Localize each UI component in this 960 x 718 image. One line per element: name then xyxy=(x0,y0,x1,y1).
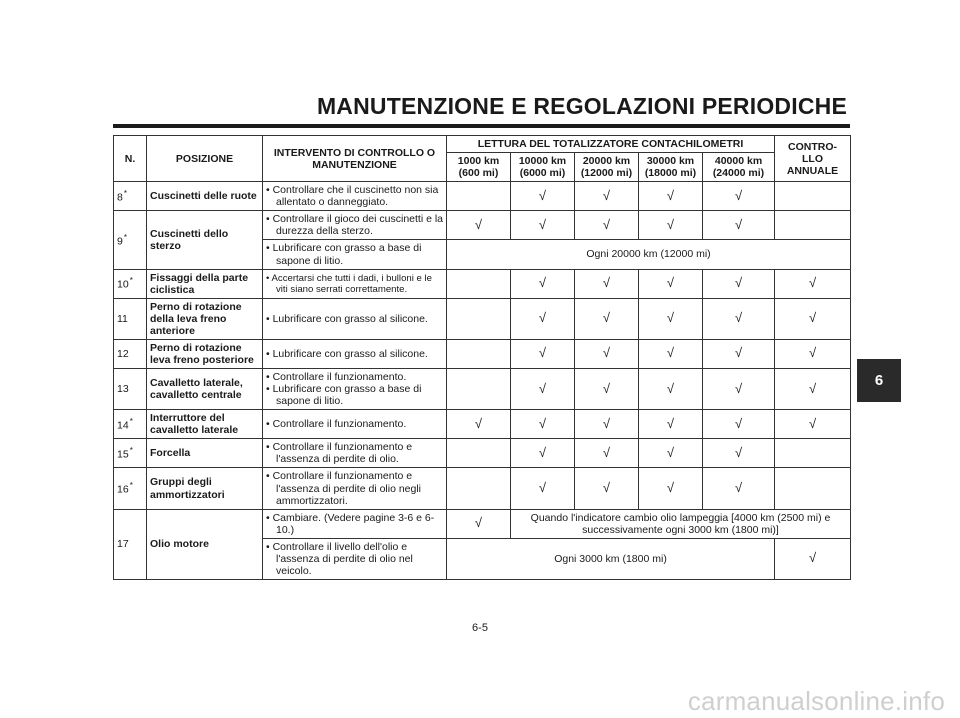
check-cell: √ xyxy=(639,439,703,468)
check-cell xyxy=(447,439,511,468)
star-mark: * xyxy=(129,446,133,456)
check-cell: √ xyxy=(575,468,639,509)
check-cell: √ xyxy=(775,298,851,339)
check-cell: √ xyxy=(639,410,703,439)
row-number xyxy=(114,509,147,579)
table-row xyxy=(114,439,851,468)
header-km-5 xyxy=(703,153,775,182)
row-number-text: 17 xyxy=(117,538,129,551)
operation-line: • Controllare il livello dell'olio e l'assenza di perdite di olio nel veicolo. xyxy=(266,540,413,577)
check-cell: √ xyxy=(575,439,639,468)
row-number xyxy=(114,369,147,410)
header-km-1 xyxy=(447,153,511,182)
row-position: Perno di rotazione della leva freno anteriore xyxy=(147,298,263,339)
operation-line: • Lubrificare con grasso a base di sapone di litio. xyxy=(266,242,422,267)
check-cell: √ xyxy=(703,439,775,468)
star-mark: * xyxy=(129,416,133,426)
table-row xyxy=(114,182,851,211)
header-km-2 xyxy=(511,153,575,182)
table-row xyxy=(114,211,851,240)
check-cell: √ xyxy=(775,269,851,298)
watermark: carmanualsonline.info xyxy=(687,686,945,716)
row-position: Olio motore xyxy=(147,509,263,579)
header-km-3 xyxy=(575,153,639,182)
row-operation xyxy=(263,538,447,579)
row-position: Perno di rotazione leva freno posteriore xyxy=(147,339,263,368)
check-cell: √ xyxy=(775,538,851,579)
row-number xyxy=(114,468,147,509)
check-cell: √ xyxy=(703,339,775,368)
check-cell xyxy=(447,269,511,298)
row-number-text: 16 xyxy=(117,483,129,496)
header-lettura: LETTURA DEL TOTALIZZATORE CONTACHILOMETRI xyxy=(447,136,775,153)
row-number-text: 10 xyxy=(117,278,129,291)
check-cell: √ xyxy=(703,298,775,339)
check-cell: √ xyxy=(703,468,775,509)
check-cell: √ xyxy=(703,269,775,298)
row-number-text: 14 xyxy=(117,419,129,432)
table-row xyxy=(114,369,851,410)
check-cell: √ xyxy=(639,269,703,298)
check-cell xyxy=(447,182,511,211)
row-number xyxy=(114,339,147,368)
row-position: Interruttore del cavalletto laterale xyxy=(147,410,263,439)
mi-value: (600 mi) xyxy=(458,167,499,180)
check-cell: √ xyxy=(703,211,775,240)
operation-line: • Controllare che il cuscinetto non sia allentato o danneggiato. xyxy=(266,184,439,209)
row-operation xyxy=(263,439,447,468)
check-cell: √ xyxy=(511,410,575,439)
row-position: Cuscinetti dello sterzo xyxy=(147,211,263,269)
row-number-text: 13 xyxy=(117,383,129,396)
table-row xyxy=(114,468,851,509)
check-cell xyxy=(447,369,511,410)
check-cell: √ xyxy=(511,269,575,298)
interval-text: Ogni 20000 km (12000 mi) xyxy=(447,240,851,269)
check-cell xyxy=(447,468,511,509)
star-mark: * xyxy=(129,481,133,491)
check-cell: √ xyxy=(639,182,703,211)
row-operation xyxy=(263,211,447,240)
row-position: Gruppi degli ammortizzatori xyxy=(147,468,263,509)
interval-text: Ogni 3000 km (1800 mi) xyxy=(447,538,775,579)
check-cell: √ xyxy=(511,298,575,339)
check-cell: √ xyxy=(511,182,575,211)
header-intervento: INTERVENTO DI CONTROLLO O MANUTENZIONE xyxy=(263,136,447,182)
row-operation xyxy=(263,509,447,538)
km-value: 10000 km xyxy=(518,155,567,168)
maintenance-table xyxy=(113,135,851,580)
row-number xyxy=(114,211,147,269)
check-cell xyxy=(775,182,851,211)
km-value: 1000 km xyxy=(457,155,500,168)
page-number: 6-5 xyxy=(472,622,488,634)
check-cell: √ xyxy=(447,211,511,240)
mi-value: (24000 mi) xyxy=(712,167,765,180)
header-km-4 xyxy=(639,153,703,182)
check-cell: √ xyxy=(639,468,703,509)
check-cell: √ xyxy=(575,269,639,298)
star-mark: * xyxy=(123,232,127,242)
check-cell xyxy=(775,439,851,468)
row-number-text: 9 xyxy=(117,235,123,248)
operation-line: • Lubrificare con grasso a base di sapone di litio. xyxy=(266,383,422,408)
table-row xyxy=(114,339,851,368)
table-row xyxy=(114,269,851,298)
row-number-text: 15 xyxy=(117,448,129,461)
check-cell: √ xyxy=(639,298,703,339)
row-operation xyxy=(263,298,447,339)
check-cell: √ xyxy=(575,182,639,211)
row-number xyxy=(114,410,147,439)
row-operation xyxy=(263,269,447,298)
title-rule xyxy=(113,124,850,128)
check-cell: √ xyxy=(511,369,575,410)
check-cell xyxy=(447,298,511,339)
row-number xyxy=(114,182,147,211)
check-cell: √ xyxy=(775,369,851,410)
header-posizione: POSIZIONE xyxy=(147,136,263,182)
operation-line: • Lubrificare con grasso al silicone. xyxy=(266,347,428,360)
operation-line: • Controllare il gioco dei cuscinetti e la durezza della sterzo. xyxy=(266,213,444,238)
check-cell: √ xyxy=(511,339,575,368)
check-cell xyxy=(447,339,511,368)
header-row-1 xyxy=(114,136,851,153)
row-operation xyxy=(263,240,447,269)
row-number xyxy=(114,269,147,298)
check-cell: √ xyxy=(511,211,575,240)
row-position: Cavalletto laterale, cavalletto centrale xyxy=(147,369,263,410)
km-value: 40000 km xyxy=(714,155,763,168)
km-value: 20000 km xyxy=(582,155,631,168)
operation-line: • Controllare il funzionamento e l'assenza di perdite di olio. xyxy=(266,441,413,466)
header-controllo-annuale: CONTRO-LLO ANNUALE xyxy=(775,136,851,182)
check-cell: √ xyxy=(575,298,639,339)
operation-line: • Lubrificare con grasso al silicone. xyxy=(266,312,428,325)
check-cell: √ xyxy=(703,369,775,410)
check-cell: √ xyxy=(511,468,575,509)
check-cell: √ xyxy=(703,182,775,211)
operation-line: • Accertarsi che tutti i dadi, i bulloni e le viti siano serrati correttamente. xyxy=(266,272,433,295)
check-cell: √ xyxy=(639,339,703,368)
check-cell: √ xyxy=(575,410,639,439)
check-cell: √ xyxy=(703,410,775,439)
check-cell: √ xyxy=(775,339,851,368)
star-mark: * xyxy=(123,188,127,198)
check-cell xyxy=(775,211,851,240)
row-operation xyxy=(263,410,447,439)
check-cell: √ xyxy=(575,339,639,368)
interval-text: Quando l'indicatore cambio olio lampeggia [4000 km (2500 mi) e successivamente ogni 3000 km (1800 mi)] xyxy=(511,509,851,538)
mi-value: (12000 mi) xyxy=(580,167,633,180)
operation-line: • Controllare il funzionamento. xyxy=(266,371,407,383)
table-row xyxy=(114,509,851,538)
operation-line: • Controllare il funzionamento e l'assenza di perdite di olio negli ammortizzatori. xyxy=(266,470,422,507)
page-title: MANUTENZIONE E REGOLAZIONI PERIODICHE xyxy=(316,93,847,119)
chapter-tab: 6 xyxy=(857,359,901,402)
row-operation xyxy=(263,369,447,410)
row-position: Forcella xyxy=(147,439,263,468)
row-position: Cuscinetti delle ruote xyxy=(147,182,263,211)
check-cell: √ xyxy=(575,211,639,240)
row-operation xyxy=(263,182,447,211)
row-position: Fissaggi della parte ciclistica xyxy=(147,269,263,298)
table-row xyxy=(114,410,851,439)
check-cell: √ xyxy=(511,439,575,468)
check-cell: √ xyxy=(447,410,511,439)
row-number-text: 8 xyxy=(117,191,123,204)
km-value: 30000 km xyxy=(646,155,695,168)
check-cell: √ xyxy=(639,369,703,410)
operation-line: • Cambiare. (Vedere pagine 3-6 e 6-10.) xyxy=(266,511,435,536)
row-number-text: 11 xyxy=(117,312,128,325)
row-number xyxy=(114,298,147,339)
operation-line: • Controllare il funzionamento. xyxy=(266,418,407,431)
check-cell xyxy=(775,468,851,509)
mi-value: (6000 mi) xyxy=(519,167,566,180)
check-cell: √ xyxy=(639,211,703,240)
row-number xyxy=(114,439,147,468)
header-n: N. xyxy=(114,136,147,182)
table-row xyxy=(114,298,851,339)
mi-value: (18000 mi) xyxy=(644,167,697,180)
check-cell: √ xyxy=(575,369,639,410)
check-cell: √ xyxy=(775,410,851,439)
row-operation xyxy=(263,339,447,368)
star-mark: * xyxy=(129,276,133,286)
row-number-text: 12 xyxy=(117,347,129,360)
row-operation xyxy=(263,468,447,509)
check-cell: √ xyxy=(447,509,511,538)
